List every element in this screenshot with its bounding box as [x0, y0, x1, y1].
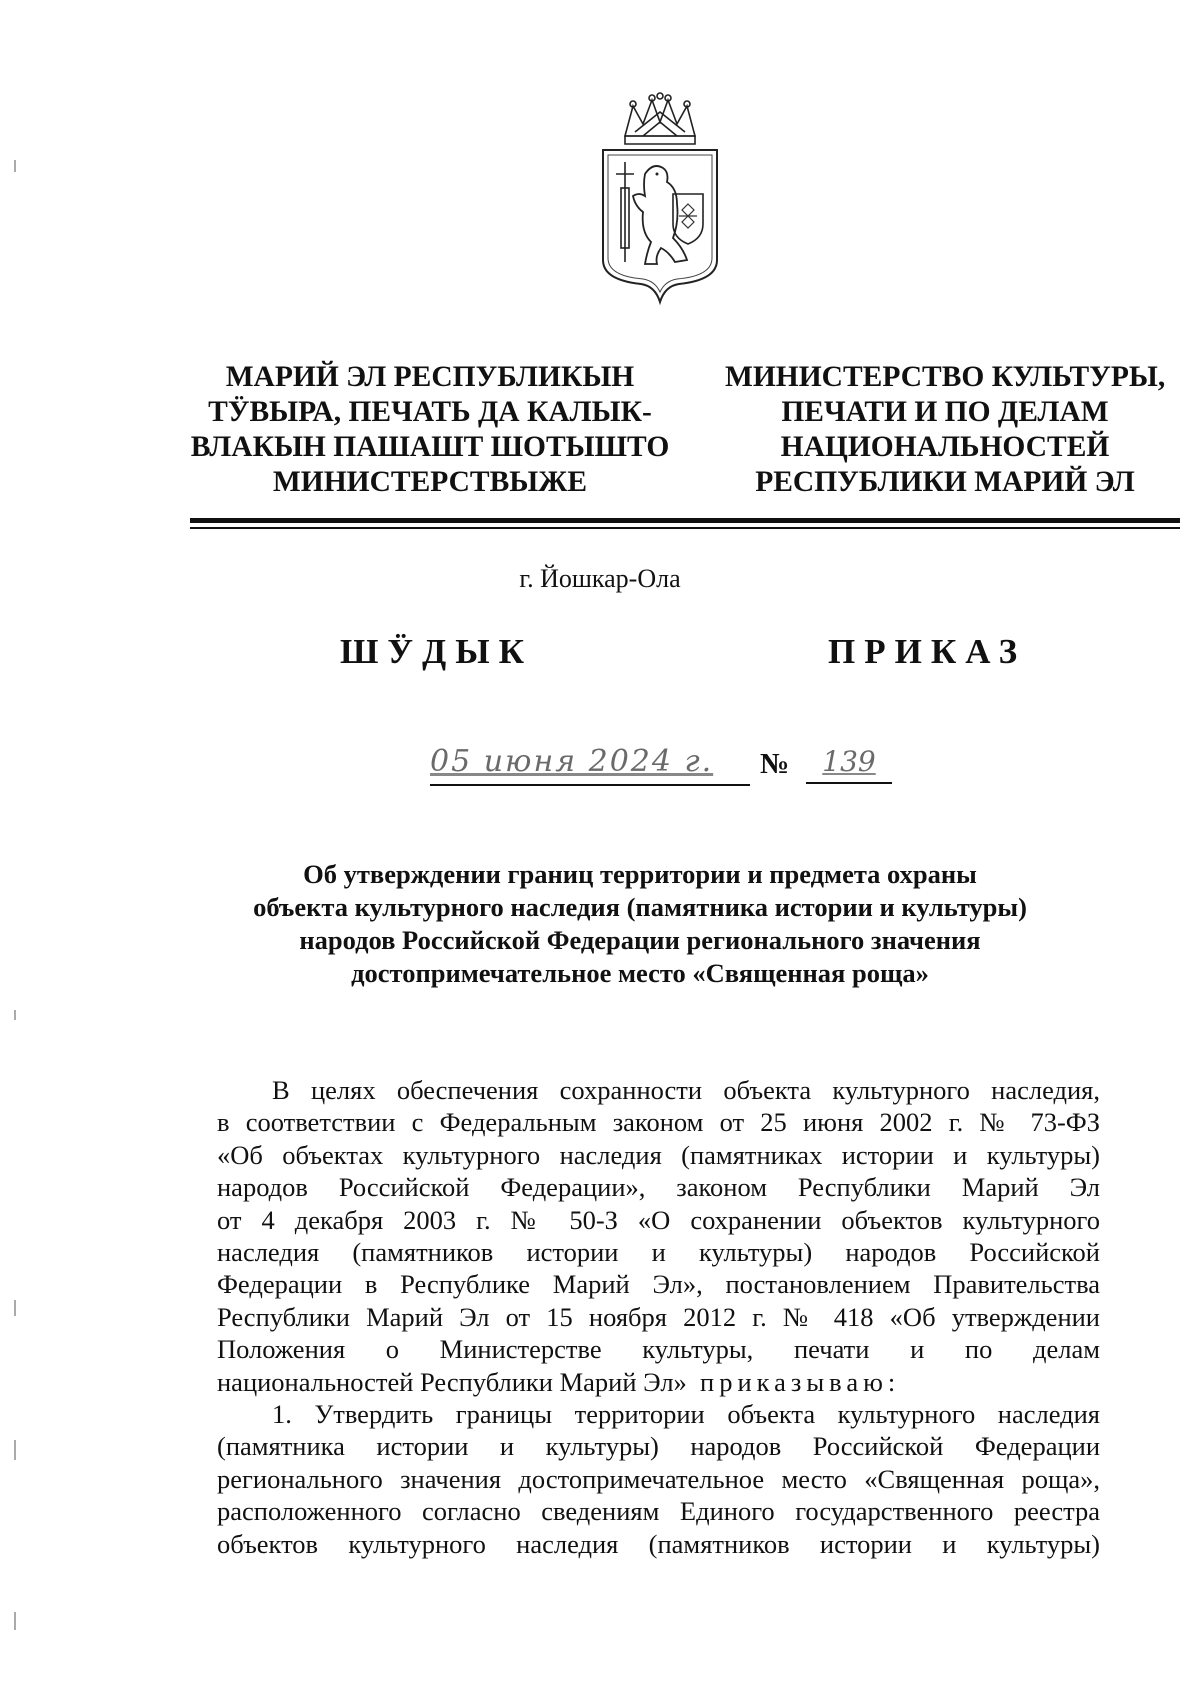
order-verb: приказываю: — [700, 1366, 901, 1397]
scan-mark — [14, 160, 16, 172]
body-line: Республики Марий Эл от 15 ноября 2012 г. № 418 «Об утверждении — [217, 1301, 1100, 1332]
scan-mark — [14, 1010, 16, 1020]
doc-type-russian: ПРИКАЗ — [828, 632, 1027, 671]
body-line: наследия (памятников истории и культуры) народов Российской — [217, 1237, 1100, 1268]
coat-of-arms-icon — [595, 92, 725, 307]
header-divider-thin — [190, 527, 1180, 529]
body-line: от 4 декабря 2003 г. № 50-З «О сохранении объектов культурного — [217, 1204, 1100, 1235]
body-line: «Об объектах культурного наследия (памятниках истории и культуры) — [217, 1139, 1100, 1170]
scan-mark — [14, 1300, 16, 1316]
header-right-line: ПЕЧАТИ И ПО ДЕЛАМ — [781, 396, 1109, 428]
header-left-line: ТӰВЫРА, ПЕЧАТЬ ДА КАЛЫК- — [208, 396, 652, 428]
body-line: в соответствии с Федеральным законом от 25 июня 2002 г. № 73-ФЗ — [217, 1107, 1100, 1138]
number-field-line — [806, 782, 892, 784]
order-number-handwritten: 139 — [822, 745, 876, 778]
body-line — [217, 1366, 1100, 1398]
header-divider — [190, 518, 1180, 523]
body-line-text: национальностей Республики Марий Эл» — [217, 1366, 687, 1397]
subject-line: Об утверждении границ территории и предмета охраны — [303, 859, 977, 889]
order-subject — [200, 858, 1080, 990]
order-body — [217, 1074, 1100, 1560]
subject-line: объекта культурного наследия (памятника истории и культуры) — [253, 892, 1027, 922]
scan-mark — [14, 1440, 16, 1460]
body-line: В целях обеспечения сохранности объекта культурного наследия, — [272, 1075, 1100, 1105]
header-left-line: МИНИСТЕРСТВЫЖЕ — [272, 466, 588, 498]
header-right-line: НАЦИОНАЛЬНОСТЕЙ — [780, 431, 1110, 463]
header-russian-ministry-name — [725, 360, 1165, 500]
body-line: Федерации в Республике Марий Эл», постановлением Правительства — [217, 1269, 1100, 1300]
header-left-line: ВЛАКЫН ПАШАШТ ШОТЫШТО — [190, 431, 670, 463]
header-right-line: МИНИСТЕРСТВО КУЛЬТУРЫ, — [725, 361, 1166, 393]
order-date-handwritten: 05 июня 2024 г. — [430, 744, 714, 779]
doc-type-mari: ШӰДЫК — [340, 632, 533, 671]
body-line: Положения о Министерстве культуры, печати и по делам — [217, 1334, 1100, 1365]
scan-mark — [14, 1612, 16, 1630]
header-marij-ministry-name — [190, 360, 670, 500]
header-left-line: МАРИЙ ЭЛ РЕСПУБЛИКЫН — [225, 361, 635, 393]
subject-line: народов Российской Федерации регионального значения — [299, 925, 981, 955]
number-label: № — [760, 748, 790, 780]
body-line: объектов культурного наследия (памятников истории и культуры) — [217, 1528, 1100, 1559]
body-line: регионального значения достопримечательное место «Священная роща», — [217, 1463, 1100, 1494]
header-right-line: РЕСПУБЛИКИ МАРИЙ ЭЛ — [755, 466, 1135, 498]
body-line: 1. Утвердить границы территории объекта культурного наследия — [272, 1399, 1100, 1430]
body-line: расположенного согласно сведениям Единого государственного реестра — [217, 1496, 1100, 1527]
body-line: народов Российской Федерации», законом Республики Марий Эл — [217, 1172, 1100, 1203]
city-line: г. Йошкар-Ола — [519, 564, 681, 593]
subject-line: достопримечательное место «Священная роща» — [351, 958, 929, 988]
body-line: (памятника истории и культуры) народов Российской Федерации — [217, 1431, 1100, 1462]
